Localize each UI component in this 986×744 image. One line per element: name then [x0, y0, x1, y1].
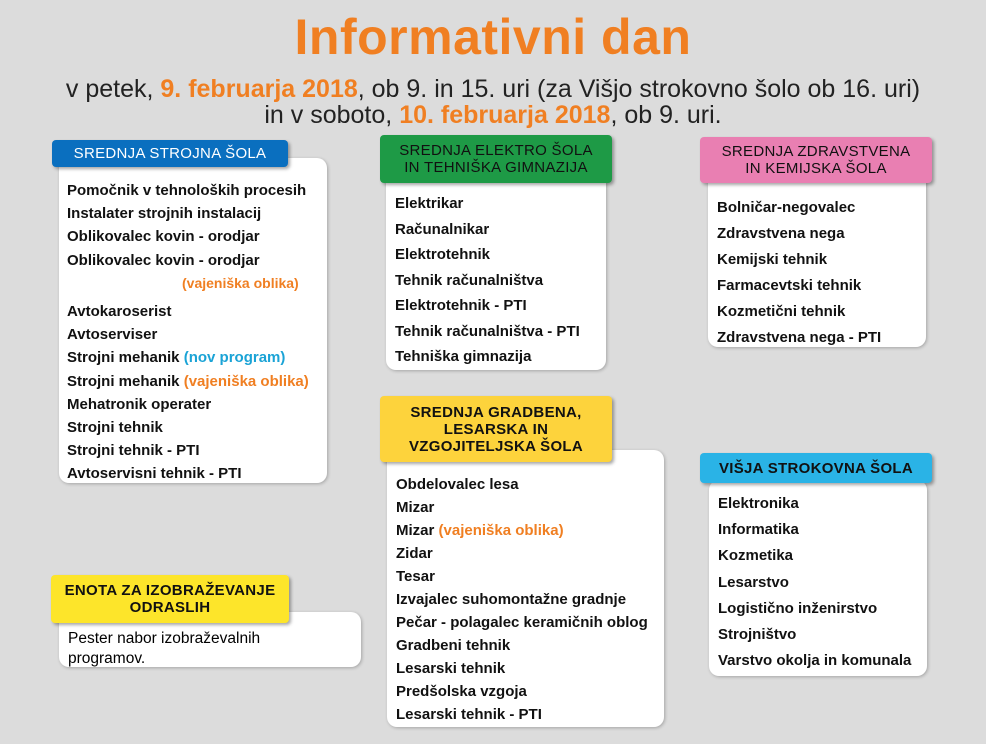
zdravstvena-heading-line1: SREDNJA ZDRAVSTVENA — [721, 143, 911, 160]
odrasli-heading — [51, 575, 289, 623]
program-name: Kemijski tehnik — [717, 251, 828, 268]
program-item — [395, 268, 580, 294]
program-item — [718, 491, 911, 517]
program-item — [67, 300, 309, 323]
program-name: Zdravstvena nega - PTI — [717, 329, 882, 346]
program-name: Tehnik računalništva — [395, 271, 544, 289]
program-name: Elektrotehnik - PTI — [395, 297, 527, 314]
program-note: (vajeniška oblika) — [183, 372, 309, 390]
program-item — [396, 657, 648, 680]
program-name: Pečar - polagalec keramičnih oblog — [396, 614, 648, 631]
date-line-1-prefix: v petek, — [65, 75, 161, 103]
program-name: Obdelovalec lesa — [396, 476, 519, 493]
program-name: Logistično inženirstvo — [718, 599, 878, 617]
date-line-1-suffix: , ob 9. in 15. uri (za Višjo strokovno šolo ob 16. uri) — [357, 75, 921, 103]
program-item — [718, 570, 911, 596]
strojna-heading — [52, 140, 288, 167]
program-note: (vajeniška oblika) — [182, 274, 299, 291]
program-name: Bolničar-negovalec — [717, 199, 856, 216]
odrasli-heading-line1: ENOTA ZA IZOBRAŽEVANJE — [64, 582, 276, 599]
program-name: Predšolska vzgoja — [396, 683, 527, 700]
elektro-heading-line2: IN TEHNIŠKA GIMNAZIJA — [404, 159, 588, 176]
program-item — [67, 346, 309, 369]
program-item — [718, 622, 911, 648]
program-item — [717, 299, 881, 325]
program-name: Mizar — [396, 522, 439, 539]
program-item — [67, 416, 309, 439]
program-name: Izvajalec suhomontažne gradnje — [396, 591, 627, 608]
program-name: Mizar — [396, 499, 435, 516]
program-name: Lesarski tehnik — [396, 660, 506, 677]
program-name: Informatika — [718, 521, 799, 539]
strojna-program-list — [67, 179, 309, 486]
zdravstvena-program-list — [717, 195, 881, 351]
zdravstvena-heading — [700, 137, 932, 183]
program-name: Strojništvo — [718, 626, 797, 644]
elektro-heading — [380, 135, 612, 183]
program-item — [718, 543, 911, 569]
program-name: Kozmetika — [718, 547, 794, 565]
program-item — [718, 648, 911, 674]
program-name: Elektronika — [718, 495, 799, 512]
gradbena-heading-line2: LESARSKA IN — [443, 420, 549, 438]
gradbena-heading — [380, 396, 612, 462]
program-item — [395, 319, 580, 345]
program-item — [67, 272, 309, 295]
program-name: Zidar — [396, 545, 433, 562]
program-item — [396, 588, 648, 611]
gradbena-program-list — [396, 473, 648, 726]
program-name: Pomočnik v tehnoloških procesih — [67, 182, 307, 199]
program-item — [718, 596, 911, 622]
program-name: Strojni tehnik - PTI — [67, 442, 200, 460]
program-item — [396, 542, 648, 565]
program-item — [67, 462, 309, 485]
program-name: Tehnik računalništva - PTI — [395, 322, 580, 340]
program-item — [67, 323, 309, 346]
program-name: Strojni tehnik — [67, 419, 163, 437]
program-item — [717, 325, 881, 351]
program-item — [67, 225, 309, 248]
odrasli-heading-line2: ODRASLIH — [129, 599, 211, 616]
page-title: Informativni dan — [294, 9, 692, 65]
program-name: Računalnikar — [395, 220, 490, 238]
program-item — [396, 496, 648, 519]
program-name: Zdravstvena nega — [717, 225, 845, 242]
program-item — [395, 293, 580, 319]
visja-program-list — [718, 491, 911, 674]
visja-heading-text: VIŠJA STROKOVNA ŠOLA — [718, 459, 914, 477]
zdravstvena-heading-line2: IN KEMIJSKA ŠOLA — [745, 160, 887, 177]
date-line-2-suffix: , ob 9. uri. — [610, 101, 722, 129]
elektro-heading-line1: SREDNJA ELEKTRO ŠOLA — [399, 142, 593, 159]
date-line-2 — [0, 100, 986, 130]
program-item — [395, 344, 580, 370]
program-item — [395, 191, 580, 217]
program-name: Oblikovalec kovin - orodjar — [67, 228, 260, 246]
program-name: Elektrotehnik — [395, 246, 491, 263]
program-name: Tehniška gimnazija — [395, 348, 532, 365]
program-name: Strojni mehanik — [67, 372, 184, 390]
program-item — [396, 634, 648, 657]
odrasli-description — [68, 629, 260, 669]
program-note: (nov program) — [183, 349, 286, 367]
program-item — [396, 519, 648, 542]
elektro-program-list — [395, 191, 580, 370]
program-item — [67, 249, 309, 272]
program-item — [717, 247, 881, 273]
program-item — [395, 217, 580, 243]
odrasli-description-line1: Pester nabor izobraževalnih — [68, 630, 261, 647]
gradbena-heading-line3: VZGOJITELJSKA ŠOLA — [408, 437, 584, 455]
program-name: Avtokaroserist — [67, 303, 172, 321]
program-item — [396, 703, 648, 726]
program-item — [718, 517, 911, 543]
program-item — [717, 195, 881, 221]
visja-heading — [700, 453, 932, 483]
odrasli-description-line2: programov. — [68, 650, 146, 667]
program-name: Avtoservisni tehnik - PTI — [67, 465, 242, 483]
program-name: Avtoserviser — [67, 326, 158, 344]
program-item — [396, 565, 648, 588]
program-name: Gradbeni tehnik — [396, 637, 511, 654]
program-item — [396, 473, 648, 496]
strojna-heading-text: SREDNJA STROJNA ŠOLA — [73, 145, 267, 162]
program-name: Tesar — [396, 568, 435, 585]
gradbena-heading-line1: SREDNJA GRADBENA, — [410, 403, 582, 421]
program-item — [67, 393, 309, 416]
program-name: Oblikovalec kovin - orodjar — [67, 251, 260, 269]
program-name: Elektrikar — [395, 195, 464, 212]
program-name: Farmacevtski tehnik — [717, 277, 862, 294]
program-item — [67, 439, 309, 462]
date-line-2-date: 10. februarja 2018 — [399, 101, 611, 129]
program-item — [717, 273, 881, 299]
program-item — [395, 242, 580, 268]
program-note: (vajeniška oblika) — [438, 522, 564, 539]
date-line-1-date: 9. februarja 2018 — [160, 75, 358, 103]
program-name: Strojni mehanik — [67, 349, 184, 367]
program-name: Lesarstvo — [718, 573, 789, 591]
program-item — [396, 611, 648, 634]
program-item — [67, 370, 309, 393]
program-name: Mehatronik operater — [67, 395, 212, 413]
program-item — [717, 221, 881, 247]
program-name: Lesarski tehnik - PTI — [396, 706, 542, 723]
program-item — [67, 179, 309, 202]
date-line-2-prefix: in v soboto, — [264, 101, 400, 129]
program-name: Instalater strojnih instalacij — [67, 205, 262, 223]
program-item — [396, 680, 648, 703]
program-name: Kozmetični tehnik — [717, 303, 846, 320]
program-item — [67, 202, 309, 225]
program-name: Varstvo okolja in komunala — [718, 652, 912, 670]
